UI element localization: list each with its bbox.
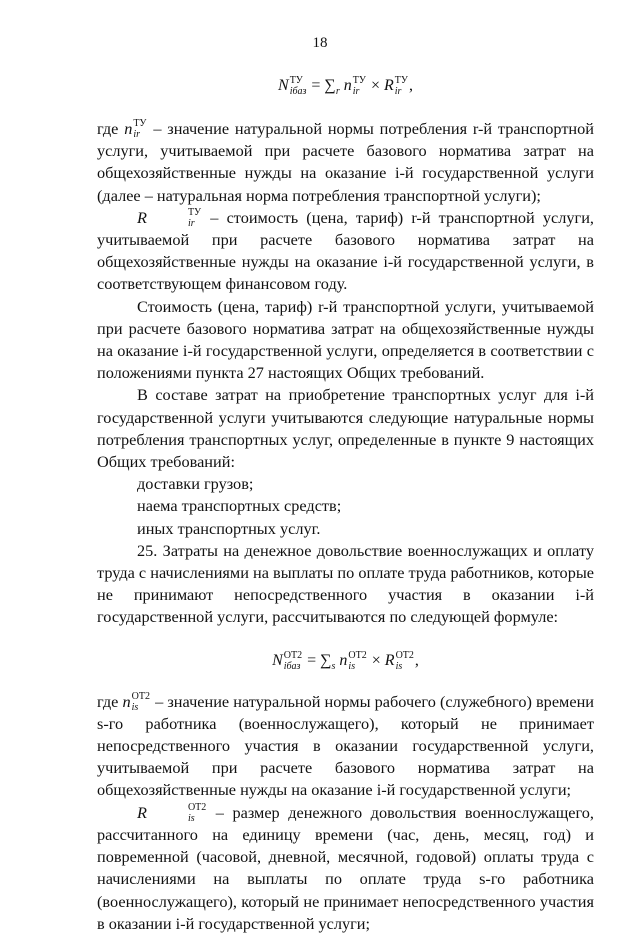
formula-tail: , — [408, 77, 413, 94]
paragraph-list-intro: В составе затрат на приобретение транспортных услуг для i-й государственной услуги учитываются следующие натуральные нормы потребления транспортных услуг, определенные в пункте 9 настоящих Общих требований: — [97, 385, 594, 472]
formula-symbol: R — [383, 77, 394, 94]
definition-r-labor — [97, 802, 594, 935]
definition-text: – размер денежного довольствия военнослужащего, рассчитанного на единицу времени (час, день, месяц, год) и повременной (часовой, дневной, месячной, годовой) оплаты труда с начислениями на выплаты по оплате труда s-го работника (военнослужащего), который не принимает непосредственного участия в оказании i-й государственной услуги; — [97, 802, 594, 933]
definition-symbol: R ОТ2 is — [137, 801, 207, 824]
formula-index: ТУ ir — [352, 75, 366, 98]
formula-sum-index: s — [331, 660, 336, 672]
where-lead: где — [97, 119, 125, 138]
formula-index: ОТ2 iбаз — [283, 650, 303, 672]
definition-symbol: R ТУ ir — [137, 206, 202, 229]
paragraph-cost: Стоимость (цена, тариф) r-й транспортной услуги, учитываемой при расчете базового норматива затрат на общехозяйственные нужды на оказание i-й государственной услуги, определяется в соответствии с положениями пункта 27 настоящих Общих требований. — [97, 296, 594, 383]
formula-index: ТУ ir — [394, 75, 408, 98]
definition-n-labor — [97, 691, 594, 802]
definition-text: – стоимость (цена, тариф) r-й транспортной услуги, учитываемой при расчете базового норматива затрат на общехозяйственные нужды на оказание i-й государственной услуги, в соответствующем финансовом году. — [97, 207, 594, 294]
list-item: наема транспортных средств; — [137, 496, 342, 516]
definition-n-transport — [97, 118, 594, 207]
formula-operator: × — [366, 77, 384, 94]
page-content — [97, 72, 594, 935]
formula-operator: × — [367, 651, 385, 669]
paragraph-25: 25. Затраты на денежное довольствие военнослужащих и оплату труда с начислениями на выплаты по оплате труда работников, которые не принимают непосредственного участия в оказании i-й государственной услуги, рассчитываются по следующей формуле: — [97, 540, 594, 627]
formula-symbol: N — [272, 651, 283, 669]
formula-sum-index: r — [335, 86, 340, 98]
formula-index: ОТ2 is — [395, 650, 414, 672]
list-item: иных транспортных услуг. — [137, 518, 321, 538]
formula-symbol: R — [384, 651, 395, 669]
formula-index: ОТ2 is — [348, 650, 367, 672]
where-lead: где — [97, 691, 123, 711]
definition-r-transport — [97, 207, 594, 296]
formula-tail: , — [414, 651, 419, 669]
formula-symbol: n — [339, 651, 348, 669]
formula-operator: = ∑ — [307, 77, 336, 94]
page-number: 18 — [312, 35, 328, 51]
formula-symbol: n — [343, 77, 352, 94]
formula-labor — [97, 647, 594, 675]
definition-text: – значение натуральной нормы потребления r-й транспортной услуги, учитываемой при расчете базового норматива затрат на общехозяйственные нужды на оказание i-й государственной услуги (далее – натуральная норма потребления транспортной услуги); — [97, 119, 595, 205]
formula-symbol: N — [278, 77, 289, 94]
formula-index: ТУ iбаз — [289, 75, 307, 98]
formula-transport — [97, 72, 594, 100]
definition-symbol: n ТУ ir — [124, 118, 147, 140]
definition-text: – значение натуральной нормы рабочего (служебного) времени s-го работника (военнослужащего), который не принимает непосредственного участия в оказании государственной услуги, учитываемой при расчете базового норматива затрат на общехозяйственные нужды на оказание i-й государственной услуги; — [97, 691, 595, 800]
definition-symbol: n ОТ2 is — [122, 690, 150, 713]
list-item: доставки грузов; — [137, 474, 254, 494]
formula-operator: = ∑ — [303, 651, 332, 669]
